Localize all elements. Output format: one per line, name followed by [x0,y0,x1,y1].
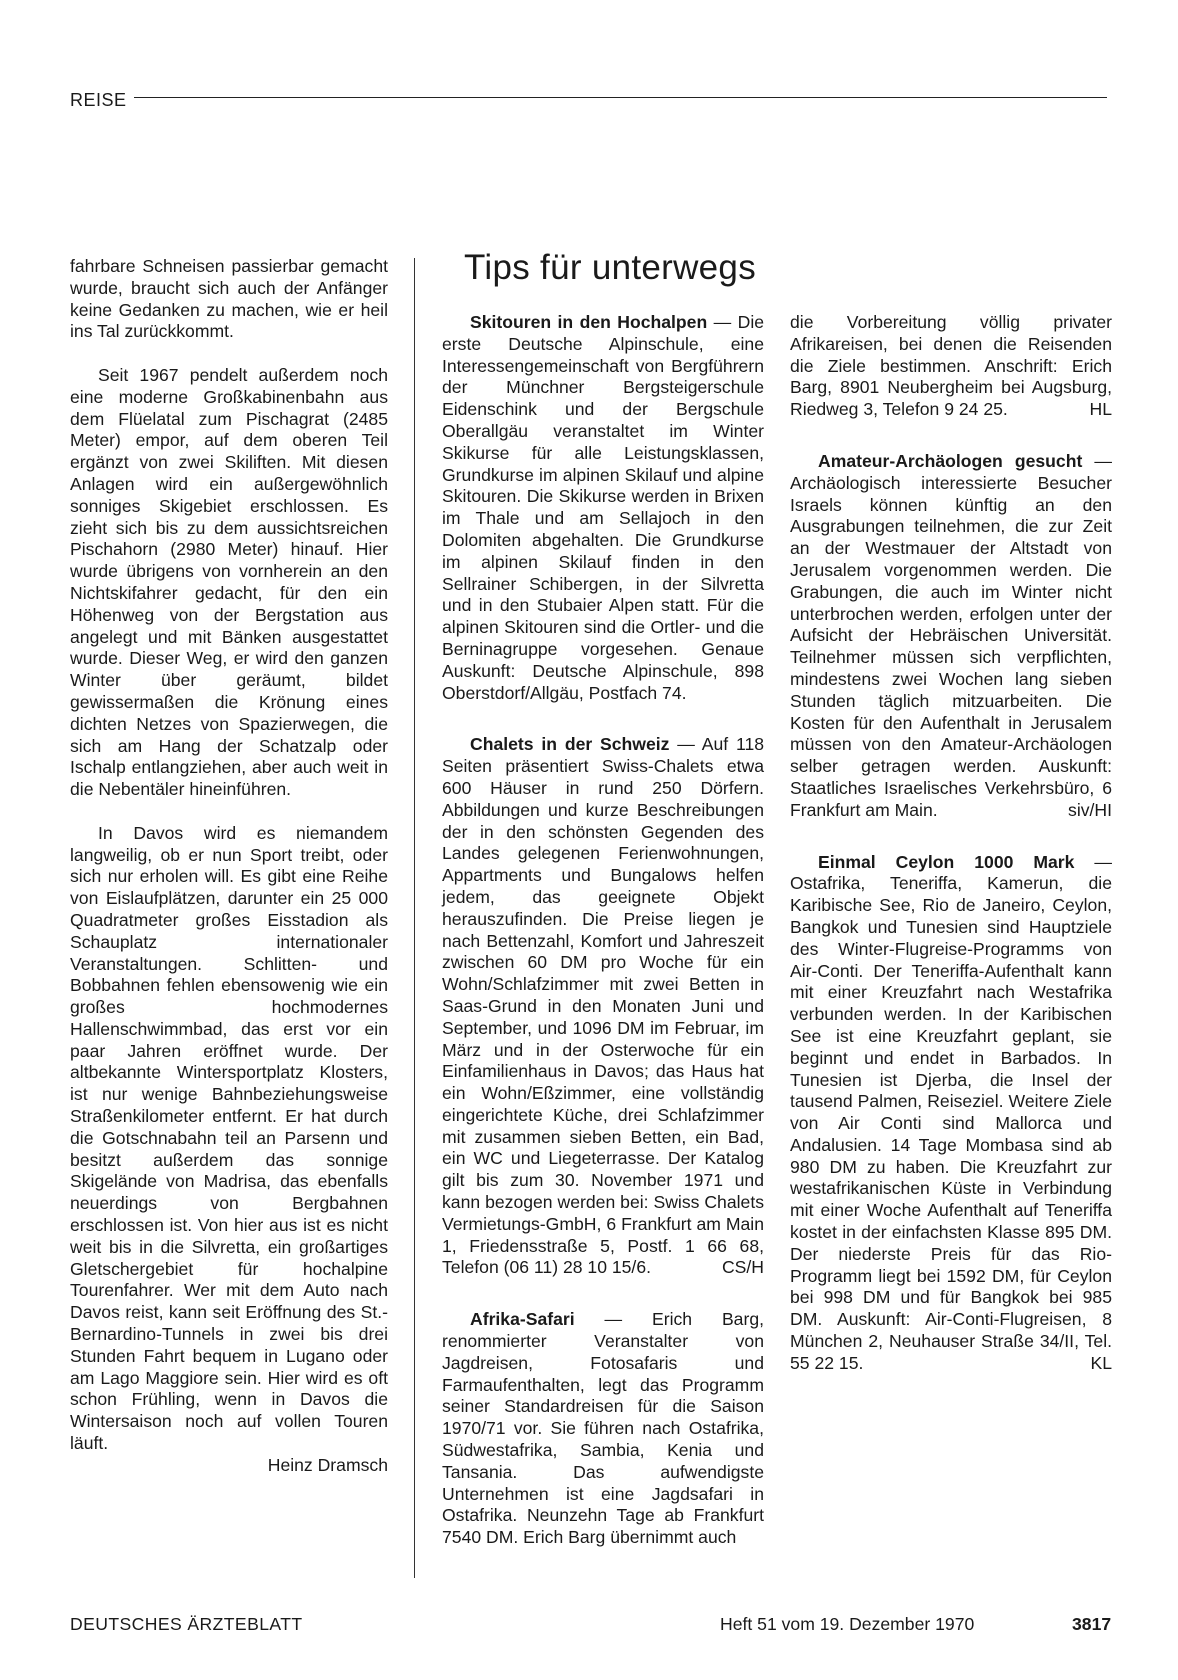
tip-ceylon [790,852,1112,1375]
tip-heading: Chalets in der Schweiz [470,734,670,755]
tip-dash: — [677,734,695,755]
footer-journal: DEUTSCHES ÄRZTEBLATT [70,1614,303,1634]
tip-dash: — [1094,851,1112,872]
tip-archaeo [790,451,1112,822]
tip-signature: CS/H [721,1257,764,1278]
section-label: REISE [70,90,127,110]
tip-text: Archäologisch interessierte Besucher Israels können künftig an den Ausgrabungen teilnehmen, die zur Zeit an der Westmauer der Altstadt von Jerusalem vorgenommen werden. Die Grabungen, die auch im Winter nicht unterbrochen werden, erfolgen unter der Aufsicht der Hebräischen Universität. Teilnehmer müssen sich verpflichten, mindestens zwei Wochen lang sieben Stunden täglich mitzuarbeiten. Die Kosten für den Aufenthalt in Jerusalem müssen von den Amateur-Archäologen selber getragen werden. Auskunft: Staatliches Israelisches Verkehrsbüro, 6 Frankfurt am Main. [790,472,1112,820]
tip-skitouren [442,312,764,704]
tip-heading: Amateur-Archäologen gesucht [818,450,1083,471]
tips-column-2 [790,312,1112,1375]
tip-signature: siv/HI [1068,799,1112,820]
tip-text: Auf 118 Seiten präsentiert Swiss-Chalets etwa 600 Häuser in rund 250 Dörfern. Abbildungen und kurze Beschreibungen der in den schönsten Gegenden des Landes gelegenen Ferienwohnungen, Appartments und Bungalows helfen jedem, das geeignete Objekt herauszufinden. Die Preise liegen je nach Bettenzahl, Komfort und Jahreszeit zwischen 60 DM pro Woche für ein Wohn/Schlafzimmer mit zwei Betten in Saas-Grund in den Monaten Juni und September, und 1096 DM im Februar, im März und in der Osterwoche für ein Einfamilienhaus in Davos; das Haus hat ein Wohn/Eßzimmer, eine vollständig eingerichtete Küche, drei Schlafzimmer mit zusammen sieben Betten, ein Bad, ein WC und Liegeterrasse. Der Katalog gilt bis zum 30. November 1971 und kann bezogen werden bei: Swiss Chalets Vermietungs-GmbH, 6 Frankfurt am Main 1, Friedensstraße 5, Postf. 1 66 68, Telefon (06 11) 28 10 15/6. [442,734,765,1278]
page-number: 3817 [1072,1614,1112,1634]
footer-issue: Heft 51 vom 19. Dezember 1970 [720,1614,975,1634]
tip-afrika [442,1309,764,1549]
header-rule [134,97,1107,98]
tip-signature: HL [1089,399,1112,420]
tip-dash: — [1094,450,1112,471]
tip-heading: Afrika-Safari [470,1309,575,1330]
article-author: Heinz Dramsch [267,1454,388,1475]
column-divider [414,258,415,1578]
tips-column-1 [442,312,764,1549]
article-paragraph: fahrbare Schneisen passierbar gemacht wurde, braucht sich auch der Anfänger keine Gedanken zu machen, wie er heil ins Tal zurückkommt. [70,256,388,342]
tip-dash: — [604,1309,623,1330]
tip-text: Die erste Deutsche Alpinschule, eine Interessengemeinschaft von Bergführern der Münchner Bergsteigerschule Eidenschink und der Bergschule Oberallgäu veranstaltet im Winter Skikurse für alle Leistungsklassen, Grundkurse im alpinen Skilauf und alpine Skitouren. Die Skikurse werden in Brixen im Thale und am Sellajoch in den Dolomiten abgehalten. Die Grundkurse im alpinen Skilauf finden in den Sellrainer Schibergen, in der Silvretta und in den Stubaier Alpen statt. Für die alpinen Skitouren sind die Ortler- und die Berninagruppe vorgesehen. Genaue Auskunft: Deutsche Alpinschule, 898 Oberstdorf/Allgäu, Postfach 74. [442,312,765,703]
article-column-1 [70,256,388,1477]
tip-text: Erich Barg, renommierter Veranstalter von Jagdreisen, Fotosafaris und Farmaufenthalten, legt das Programm seiner Standardreisen für die Saison 1970/71 vor. Sie führen nach Ostafrika, Südwestafrika, Sambia, Kenia und Tansania. Das aufwendigste Unternehmen ist eine Jagdsafari in Ostafrika. Neunzehn Tage ab Frankfurt 7540 DM. Erich Barg übernimmt auch [442,1309,764,1548]
tip-text: Ostafrika, Teneriffa, Kamerun, die Karibische See, Rio de Janeiro, Ceylon, Bangkok und Tunesien sind Hauptziele des Winter-Flugreise-Programms von Air-Conti. Der Teneriffa-Aufenthalt kann mit einer Kreuzfahrt nach Westafrika verbunden werden. In der Karibischen See ist eine Kreuzfahrt geplant, sie beginnt und endet in Barbados. In Tunesien ist Djerba, die Insel der tausend Palmen, Reiseziel. Weitere Ziele von Air Conti sind Mallorca und Andalusien. 14 Tage Mombasa sind ab 980 DM zu haben. Die Kreuzfahrt zur westafrikanischen Küste in Verbindung mit einer Woche Aufenthalt auf Teneriffa kostet in der einfachsten Klasse 895 DM. Der niederste Preis für das Rio-Programm liegt bei 1592 DM, für Ceylon bei 998 DM und für Bangkok bei 985 DM. Auskunft: Air-Conti-Flugreisen, 8 München 2, Neuhauser Straße 34/II, Tel. 55 22 15. [790,873,1112,1373]
tip-dash: — [713,312,732,332]
tips-title: Tips für unterwegs [464,248,756,287]
article-paragraph: In Davos wird es niemandem langweilig, ob er nun Sport treibt, oder sich nur erholen will. Es gibt eine Reihe von Eislaufplätzen, darunter ein 25 000 Quadratmeter großes Eisstadion als Schauplatz internationaler Veranstaltungen. Schlitten- und Bobbahnen fehlen ebensowenig wie ein großes hochmodernes Hallenschwimmbad, das erst vor ein paar Jahren eröffnet wurde. Der altbekannte Wintersportplatz Klosters, ist nur wenige Bahnbeziehungsweise Straßenkilometer entfernt. Er hat durch die Gotschnabahn teil an Parsenn und besitzt außerdem das sonnige Skigelände von Madrisa, das ebenfalls neuerdings von Bergbahnen erschlossen ist. Von hier aus ist es nicht weit bis in die Silvretta, ein großartiges Gletschergebiet für hochalpine Tourenfahrer. Wer mit dem Auto nach Davos reist, kann seit Eröffnung des St.-Bernardino-Tunnels in zwei bis drei Stunden Fahrt bequem in Lugano oder am Lago Maggiore sein. Hier wird es oft schon Frühling, wenn in Davos die Wintersaison noch auf vollen Touren läuft. [70,822,388,1454]
tip-heading: Einmal Ceylon 1000 Mark [818,851,1075,872]
tip-signature: KL [1090,1352,1112,1373]
tip-heading: Skitouren in den Hochalpen [470,312,708,332]
article-paragraph: Seit 1967 pendelt außerdem noch eine moderne Großkabinenbahn aus dem Flüelatal zum Pischagrat (2485 Meter) empor, auf dem oberen Teil ergänzt von zwei Skiliften. Mit diesen Anlagen wird ein außergewöhnlich sonniges Skigebiet erschlossen. Es zieht sich bis zu dem aussichtsreichen Pischahorn (2980 Meter) hinauf. Hier wurde übrigens von vornherein an den Nichtskifahrer gedacht, für den ein Höhenweg von der Bergstation aus angelegt und mit Bänken ausgestattet wurde. Dieser Weg, er wird den ganzen Winter über geräumt, bildet gewissermaßen die Krönung eines dichten Netzes von Spazierwegen, die sich am Hang der Schatzalp oder Ischalp entlangziehen, aber auch weit in die Nebentäler hineinführen. [70,364,388,800]
tip-afrika-continued [790,312,1112,421]
tip-chalets [442,734,764,1279]
tip-text: die Vorbereitung völlig privater Afrikareisen, bei denen die Reisenden die Ziele bestimmen. Anschrift: Erich Barg, 8901 Neubergheim bei Augsburg, Riedweg 3, Telefon 9 24 25. [790,312,1112,420]
